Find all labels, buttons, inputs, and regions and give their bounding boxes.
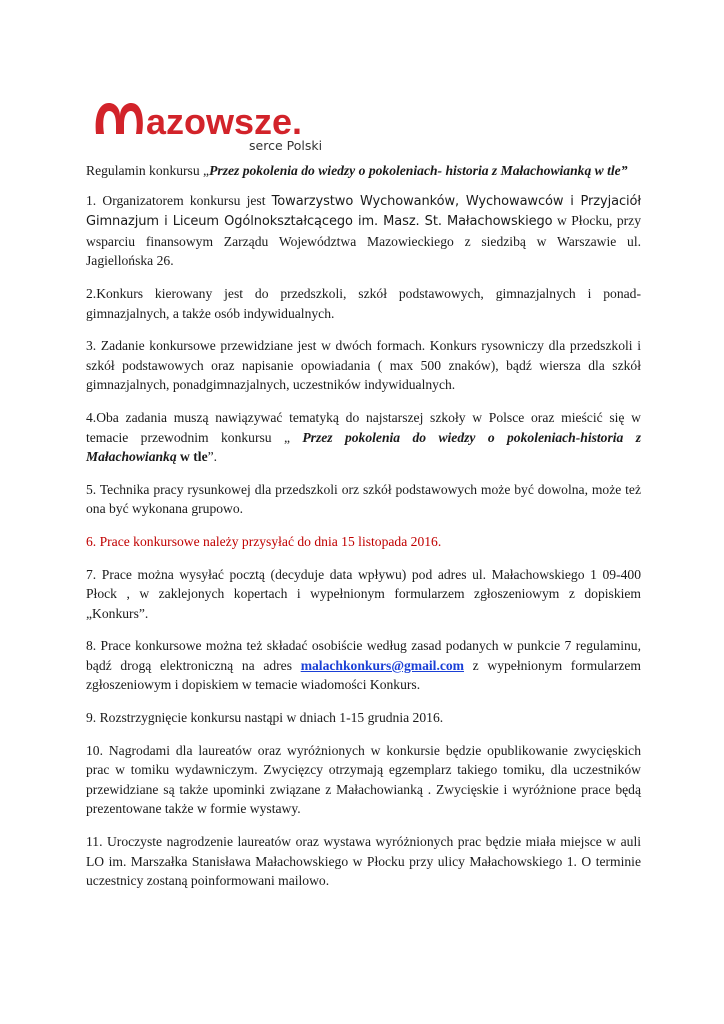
para4-lead: 4.Oba zadania muszą nawiązywać tematyką do najstarszej szkoły w Polsce oraz mieścić się w temacie przewodnim konkursu „ xyxy=(86,409,641,445)
heart-m-icon xyxy=(96,103,143,134)
para4-close: ”. xyxy=(207,449,218,465)
contest-name: Przez pokolenia do wiedzy o pokoleniach- historia z Małachowianką w tle” xyxy=(209,163,628,178)
theme-title: Przez pokolenia do wiedzy o pokoleniach-historia z Małachowianką xyxy=(86,429,641,465)
mazowsze-logo xyxy=(92,92,337,157)
paragraph-1-organizer xyxy=(86,191,641,271)
para8-rest: z wypełnionym formularzem zgłoszeniowym i dopiskiem w temacie wiadomości Konkurs. xyxy=(86,657,642,693)
para1-lead: 1. Organizatorem konkursu jest xyxy=(86,192,272,208)
paragraph-7-postal: 7. Prace można wysyłać pocztą (decyduje data wpływu) pod adres ul. Małachowskiego 1 09-400 Płock , w zaklejonych kopertach i wypełnionym formularzem zgłoszeniowym z dopiskiem „Konkurs”. xyxy=(86,566,641,621)
para1-rest: w Płocku, przy wsparciu finansowym Zarządu Województwa Mazowieckiego z siedzibą w Warszawie ul. Jagiellońska 26. xyxy=(86,213,642,269)
paragraph-6-deadline: 6. Prace konkursowe należy przysyłać do dnia 15 listopada 2016. xyxy=(86,533,442,549)
contest-email-link[interactable]: malachkonkurs@gmail.com xyxy=(300,657,465,673)
regulations-text xyxy=(86,161,641,904)
para8-lead: 8. Prace konkursowe można też składać osobiście według zasad podanych w punkcie 7 regulaminu, bądź drogą elektroniczną na adres xyxy=(86,638,641,673)
paragraph-4-theme xyxy=(86,408,641,467)
logo-tagline: serce Polski xyxy=(249,138,323,153)
theme-title-end: w tle xyxy=(176,449,208,465)
paragraph-9-results: 9. Rozstrzygnięcie konkursu nastąpi w dniach 1-15 grudnia 2016. xyxy=(86,710,444,726)
document-title xyxy=(86,161,641,181)
title-prefix: Regulamin konkursu „ xyxy=(86,163,210,178)
mazowsze-logo-graphic xyxy=(92,92,337,157)
paragraph-11-ceremony: 11. Uroczyste nagrodzenie laureatów oraz wystawa wyróżnionych prac będzie miała miejsce w auli LO im. Marszałka Stanisława Małachowskiego w Płocku przy ulicy Małachowskiego 1. O terminie uczestnicy zostaną poinformowani mailowo. xyxy=(86,834,641,889)
organizer-name: Towarzystwo Wychowanków, Wychowawców i Przyjaciół Gimnazjum i Liceum Ogólnokształcącego im. Masz. St. Małachowskiego xyxy=(86,193,641,230)
paragraph-8-submission xyxy=(86,636,641,695)
paragraph-3-task: 3. Zadanie konkursowe przewidziane jest w dwóch formach. Konkurs rysowniczy dla przedszkoli i szkół podstawowych oraz napisanie opowiadania ( max 500 znaków), bądź wiersza dla szkół gimnazjalnych, ponadgimnazjalnych, uczestników indywidualnych. xyxy=(86,338,641,393)
paragraph-5-technique: 5. Technika pracy rysunkowej dla przedszkoli orz szkół podstawowych może być dowolna, może też ona być wykonana grupowo. xyxy=(86,481,641,517)
logo-wordmark: azowsze. xyxy=(146,101,303,142)
paragraph-2-audience: 2.Konkurs kierowany jest do przedszkoli, szkół podstawowych, gimnazjalnych i ponad-gimnazjalnych, a także osób indywidualnych. xyxy=(86,285,641,321)
paragraph-10-prizes: 10. Nagrodami dla laureatów oraz wyróżnionych w konkursie będzie opublikowanie zwycięskich prac w tomiku wydawniczym. Zwycięzcy otrzymają egzemplarz takiego tomiku, dla uczestników przewidziane są także upominki związane z Małachowianką . Zwycięskie i wyróżnione prace będą prezentowane także w formie wystawy. xyxy=(86,742,641,817)
